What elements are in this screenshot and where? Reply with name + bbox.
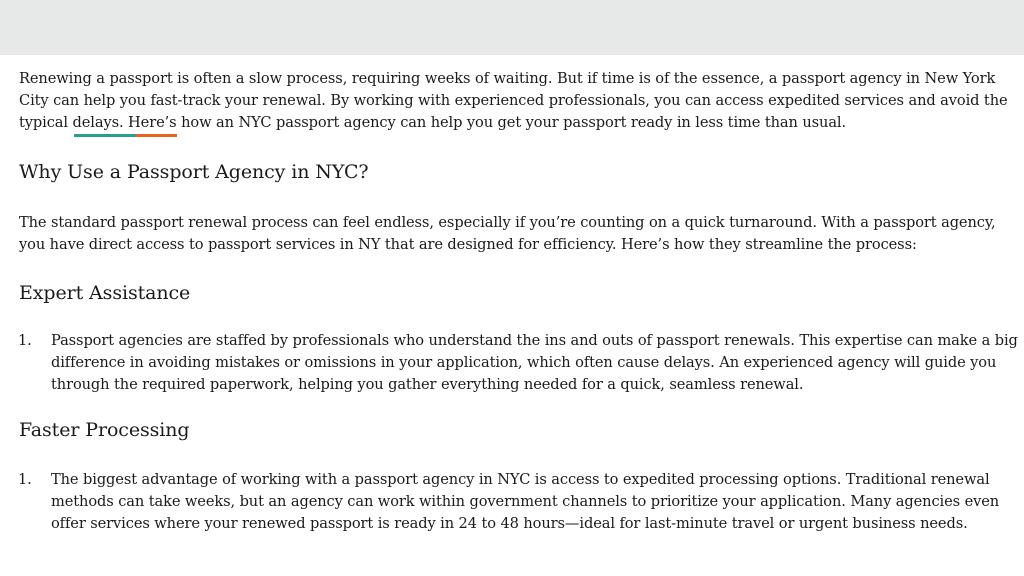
list-item-text: Passport agencies are staffed by professionals who understand the ins and outs of passport renewals. This expertise can make a big difference in avoiding mistakes or omissions in your application, which often cause delays. An experienced agency will guide you through the required paperwork, helping you gather everything needed for a quick, seamless renewal. [51,332,1018,393]
heading-why-use-agency: Why Use a Passport Agency in NYC? [19,161,369,183]
intro-block [19,68,1019,133]
list-number: 1. [18,332,32,349]
expert-list [19,330,1019,395]
list-item [0,330,1019,395]
intro-paragraph [19,68,1019,133]
link-underline-accent [74,134,177,137]
list-item-text: The biggest advantage of working with a passport agency in NYC is access to expedited processing options. Traditional renewal methods can take weeks, but an agency can work within government channels to prioritize your application. Many agencies even offer services where your renewed passport is ready in 24 to 48 hours—ideal for last-minute travel or urgent business needs. [51,471,1000,532]
heading-faster-processing: Faster Processing [19,419,190,441]
heading-expert-assistance: Expert Assistance [19,282,191,304]
intro-text-after: agency can help you get your passport ready in less time than usual. [339,113,847,131]
accent-teal-segment [74,134,136,137]
why-paragraph: The standard passport renewal process can feel endless, especially if you’re counting on a quick turnaround. With a passport agency, you have direct access to passport services in NY that are designed for efficiency. Here’s how they streamline the process: [19,214,996,253]
list-number: 1. [18,471,32,488]
intro-text: Renewing a passport is often a slow process, requiring weeks of waiting. But if time is of the essence, a passport agency in New York City can help you fast-track your renewal. By working with experienced professionals, you can access expedited services and avoid the typical delays. Here’s how an [19,70,1008,131]
faster-list [19,469,1019,534]
top-banner [0,0,1024,55]
list-item [0,469,1019,534]
nyc-passport-link[interactable]: NYC passport [238,113,340,131]
accent-orange-segment [136,134,177,137]
